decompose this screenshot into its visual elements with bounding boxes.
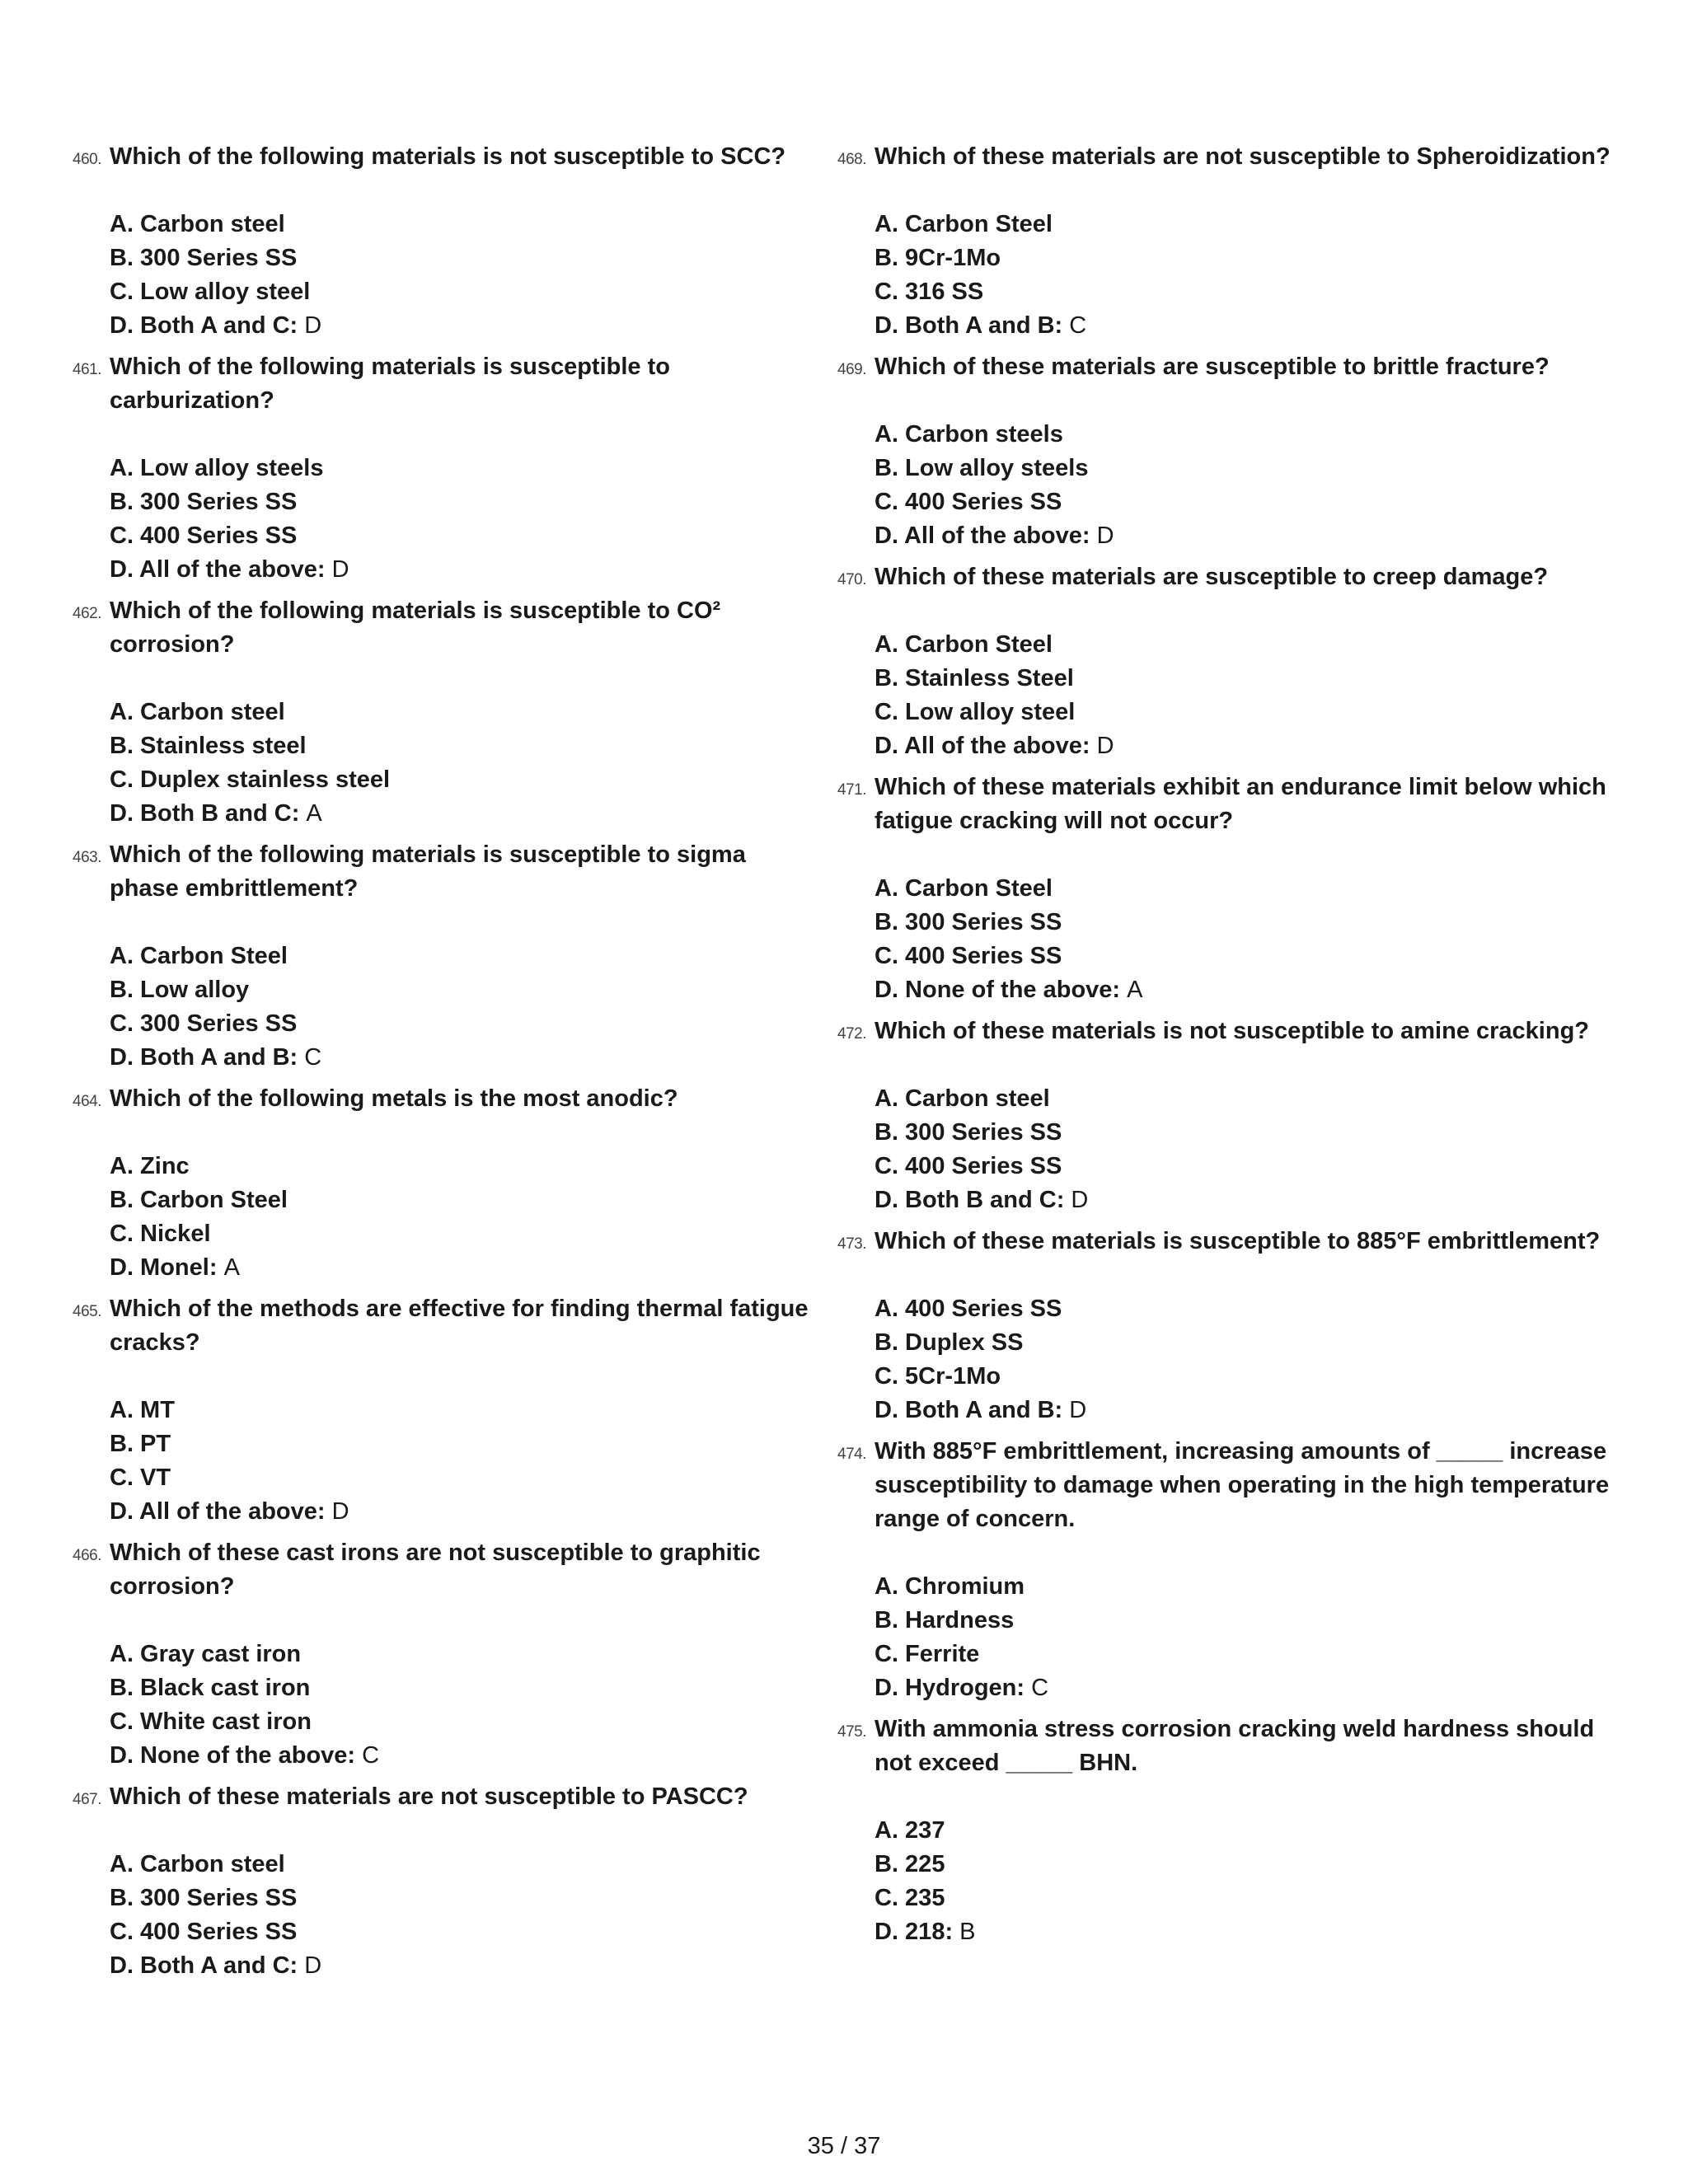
question-stem [73, 1082, 814, 1116]
answer-option: A. Carbon steels [874, 421, 1063, 448]
answer-options [837, 418, 1612, 553]
question-number: 469. [837, 361, 866, 378]
answer-options [73, 1150, 814, 1285]
answer-option: B. Stainless Steel [874, 665, 1074, 691]
option-label: D. Both A and C: [110, 1952, 298, 1979]
answer-option-last [110, 797, 814, 831]
question-number: 468. [837, 151, 866, 168]
answer-option: A. Carbon steel [110, 1851, 285, 1877]
correct-answer: B [959, 1919, 976, 1945]
answer-option-last [874, 519, 1612, 553]
option-label: D. All of the above: [110, 1498, 326, 1525]
answer-option: A. Carbon Steel [874, 211, 1053, 237]
question-number: 472. [837, 1025, 866, 1043]
option-label: D. Both A and C: [110, 312, 298, 339]
question-number: 463. [73, 849, 101, 866]
question-text: Which of these materials is not susceptible to amine cracking? [874, 1018, 1589, 1044]
question-block [73, 838, 814, 1075]
correct-answer: D [1069, 1397, 1087, 1423]
question-number: 464. [73, 1093, 101, 1110]
question-text: Which of the following materials is susceptible to sigma phase embrittlement? [110, 841, 746, 902]
question-text: Which of these materials are susceptible to creep damage? [874, 564, 1549, 590]
question-block [837, 1435, 1612, 1705]
option-label: D. Both A and B: [874, 312, 1063, 339]
question-stem [837, 350, 1612, 384]
question-block [837, 140, 1612, 343]
answer-option-last [874, 1394, 1612, 1427]
answer-option-last [110, 1041, 814, 1075]
answer-option-last [110, 1251, 814, 1285]
correct-answer: C [1069, 312, 1087, 339]
answer-option: C. 400 Series SS [110, 1919, 298, 1945]
correct-answer: D [331, 1498, 349, 1525]
question-block [837, 350, 1612, 553]
question-number: 460. [73, 151, 101, 168]
answer-option: C. 400 Series SS [110, 523, 298, 549]
answer-option: A. Carbon steel [874, 1085, 1050, 1112]
answer-option: B. PT [110, 1431, 171, 1457]
question-block [73, 350, 814, 587]
answer-option-last [110, 309, 814, 343]
question-block [73, 594, 814, 831]
answer-option: B. Low alloy [110, 977, 250, 1003]
correct-answer: A [223, 1254, 240, 1281]
answer-option: C. 400 Series SS [874, 489, 1062, 515]
question-number: 462. [73, 605, 101, 622]
answer-option: B. 300 Series SS [110, 1885, 298, 1911]
question-block [73, 140, 814, 343]
question-text: With 885°F embrittlement, increasing amounts of _____ increase susceptibility to damage when operating in the high temperature range of concern. [874, 1438, 1610, 1532]
question-stem [73, 1780, 814, 1814]
option-label: D. Both B and C: [874, 1187, 1065, 1213]
question-text: With ammonia stress corrosion cracking weld hardness should not exceed _____ BHN. [874, 1716, 1595, 1776]
answer-option: B. Stainless steel [110, 733, 307, 759]
correct-answer: C [1031, 1675, 1049, 1701]
answer-options [837, 1814, 1612, 1949]
question-stem [73, 1536, 814, 1604]
answer-option: C. 5Cr-1Mo [874, 1363, 1001, 1390]
answer-option: B. 300 Series SS [874, 1119, 1062, 1146]
question-stem [73, 1292, 814, 1360]
correct-answer: D [1071, 1187, 1089, 1213]
answer-option-last [874, 309, 1612, 343]
answer-option: C. 400 Series SS [874, 943, 1062, 969]
answer-option-last [110, 553, 814, 587]
option-label: D. All of the above: [874, 733, 1090, 759]
answer-option: A. Carbon Steel [874, 875, 1053, 902]
option-label: D. Both B and C: [110, 800, 300, 827]
answer-option: C. Duplex stainless steel [110, 766, 391, 793]
answer-options [73, 696, 814, 831]
answer-options [837, 1570, 1612, 1705]
question-block [837, 1225, 1612, 1427]
question-stem [837, 560, 1612, 594]
question-block [73, 1780, 814, 1983]
question-text: Which of these materials exhibit an endurance limit below which fatigue cracking will not occur? [874, 774, 1606, 834]
answer-options [73, 1638, 814, 1773]
answer-options [837, 872, 1612, 1007]
answer-options [837, 208, 1612, 343]
option-label: D. 218: [874, 1919, 954, 1945]
question-stem [837, 1435, 1612, 1536]
answer-option: B. 300 Series SS [110, 245, 298, 271]
answer-option-last [110, 1739, 814, 1773]
question-number: 466. [73, 1547, 101, 1564]
answer-option: C. 235 [874, 1885, 945, 1911]
question-stem [837, 1225, 1612, 1258]
question-text: Which of the following materials is susceptible to carburization? [110, 354, 670, 414]
answer-options [837, 1292, 1612, 1427]
answer-option: C. Ferrite [874, 1641, 980, 1667]
answer-option-last [110, 1495, 814, 1529]
option-label: D. Both A and B: [874, 1397, 1063, 1423]
question-text: Which of these cast irons are not susceptible to graphitic corrosion? [110, 1540, 761, 1600]
question-number: 473. [837, 1235, 866, 1253]
answer-option: A. Zinc [110, 1153, 190, 1179]
question-number: 461. [73, 361, 101, 378]
answer-option-last [874, 729, 1612, 763]
answer-options [837, 1082, 1612, 1217]
answer-option-last [874, 1915, 1612, 1949]
answer-option: A. 400 Series SS [874, 1296, 1062, 1322]
option-label: D. Monel: [110, 1254, 218, 1281]
answer-option: A. Carbon Steel [874, 631, 1053, 658]
answer-option: B. Hardness [874, 1607, 1015, 1633]
question-stem [837, 1015, 1612, 1048]
question-number: 474. [837, 1446, 866, 1463]
correct-answer: D [1096, 733, 1114, 759]
page-number: 35 / 37 [807, 2133, 881, 2159]
answer-option: C. Low alloy steel [110, 279, 311, 305]
question-number: 465. [73, 1303, 101, 1320]
answer-option: A. MT [110, 1397, 175, 1423]
question-number: 470. [837, 571, 866, 588]
option-label: D. None of the above: [110, 1742, 356, 1769]
answer-options [837, 628, 1612, 763]
answer-option: B. Duplex SS [874, 1329, 1024, 1356]
answer-option: B. 9Cr-1Mo [874, 245, 1001, 271]
correct-answer: A [306, 800, 322, 827]
answer-option: A. Carbon steel [110, 699, 285, 725]
question-text: Which of the following materials is not susceptible to SCC? [110, 143, 786, 170]
question-block [73, 1292, 814, 1529]
question-stem [73, 594, 814, 662]
answer-option: C. 316 SS [874, 279, 984, 305]
answer-option: B. Low alloy steels [874, 455, 1089, 481]
question-text: Which of the following materials is susceptible to CO² corrosion? [110, 598, 721, 658]
answer-options [73, 940, 814, 1075]
question-stem [837, 771, 1612, 838]
question-stem [73, 140, 814, 174]
question-block [837, 1713, 1612, 1949]
answer-option: A. 237 [874, 1817, 945, 1844]
question-block [837, 1015, 1612, 1217]
question-text: Which of these materials are susceptible to brittle fracture? [874, 354, 1550, 380]
question-text: Which of these materials are not susceptible to PASCC? [110, 1783, 748, 1810]
correct-answer: A [1127, 977, 1143, 1003]
question-stem [73, 350, 814, 418]
left-column [73, 140, 814, 1990]
answer-option-last [874, 973, 1612, 1007]
question-block [837, 771, 1612, 1007]
answer-option: C. 300 Series SS [110, 1010, 298, 1037]
answer-option: C. White cast iron [110, 1708, 312, 1735]
answer-option: B. Carbon Steel [110, 1187, 288, 1213]
question-stem [837, 1713, 1612, 1780]
question-number: 471. [837, 781, 866, 799]
answer-options [73, 452, 814, 587]
answer-option: A. Chromium [874, 1573, 1025, 1600]
answer-option: A. Carbon steel [110, 211, 285, 237]
question-text: Which of these materials are not susceptible to Spheroidization? [874, 143, 1611, 170]
answer-option: B. 225 [874, 1851, 945, 1877]
correct-answer: D [304, 312, 322, 339]
correct-answer: D [304, 1952, 322, 1979]
answer-options [73, 1394, 814, 1529]
answer-option: A. Low alloy steels [110, 455, 324, 481]
option-label: D. All of the above: [110, 556, 326, 583]
answer-option: A. Gray cast iron [110, 1641, 302, 1667]
correct-answer: D [1096, 523, 1114, 549]
answer-option: C. Nickel [110, 1221, 211, 1247]
correct-answer: C [304, 1044, 322, 1071]
answer-options [73, 208, 814, 343]
option-label: D. None of the above: [874, 977, 1121, 1003]
question-text: Which of the following metals is the most anodic? [110, 1085, 678, 1112]
question-block [837, 560, 1612, 763]
question-stem [73, 838, 814, 906]
question-block [73, 1082, 814, 1285]
answer-option-last [874, 1183, 1612, 1217]
answer-options [73, 1848, 814, 1983]
question-number: 475. [837, 1723, 866, 1741]
answer-option: C. VT [110, 1465, 171, 1491]
question-text: Which of the methods are effective for finding thermal fatigue cracks? [110, 1296, 809, 1356]
correct-answer: C [362, 1742, 380, 1769]
answer-option-last [874, 1671, 1612, 1705]
question-text: Which of these materials is susceptible to 885°F embrittlement? [874, 1228, 1601, 1254]
answer-option: A. Carbon Steel [110, 943, 288, 969]
answer-option-last [110, 1949, 814, 1983]
right-column [837, 140, 1612, 1957]
question-block [73, 1536, 814, 1773]
option-label: D. Both A and B: [110, 1044, 298, 1071]
option-label: D. All of the above: [874, 523, 1090, 549]
correct-answer: D [331, 556, 349, 583]
answer-option: C. Low alloy steel [874, 699, 1076, 725]
answer-option: B. 300 Series SS [110, 489, 298, 515]
question-stem [837, 140, 1612, 174]
option-label: D. Hydrogen: [874, 1675, 1025, 1701]
answer-option: B. Black cast iron [110, 1675, 311, 1701]
question-number: 467. [73, 1791, 101, 1808]
answer-option: B. 300 Series SS [874, 909, 1062, 935]
answer-option: C. 400 Series SS [874, 1153, 1062, 1179]
